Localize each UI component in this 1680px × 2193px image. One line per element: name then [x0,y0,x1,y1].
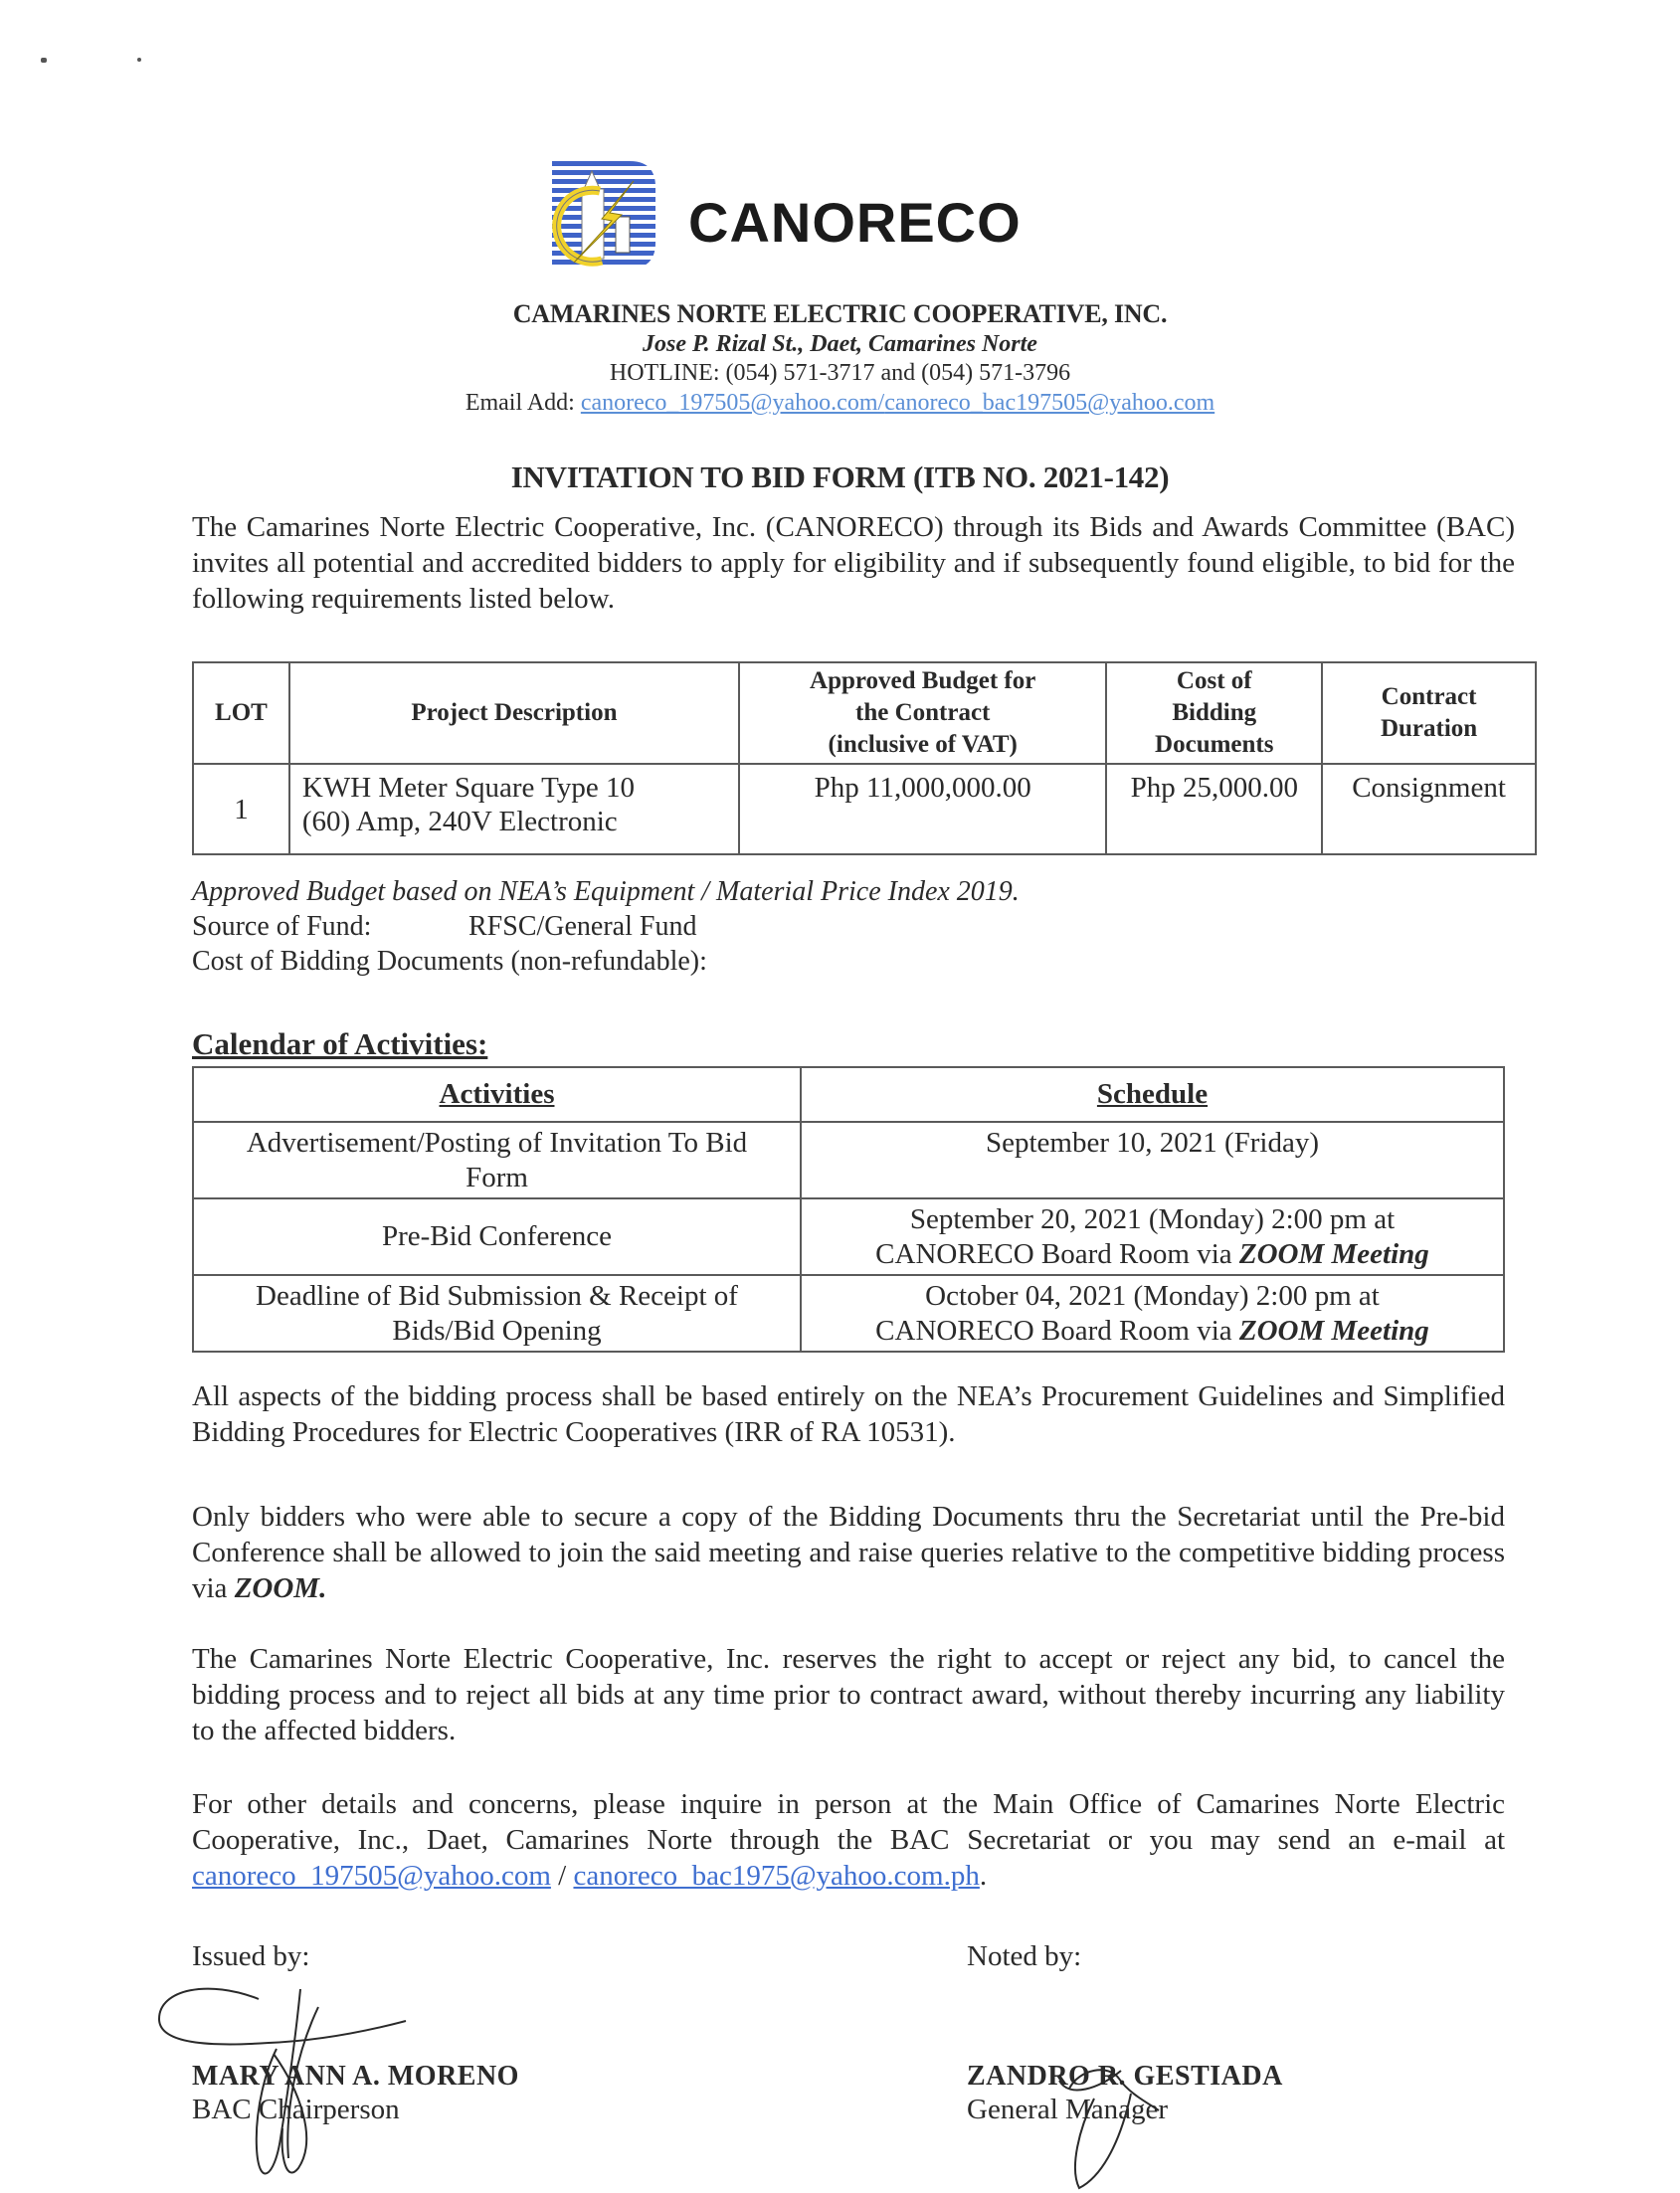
intro-paragraph: The Camarines Norte Electric Cooperative, Inc. (CANORECO) through its Bids and Awards Committee (BAC) invites all potential and accredited bidders to apply for eligibility and if subsequently found eligible, to bid for the following requirements listed below. [192,511,1515,615]
issuer-title: BAC Chairperson [192,2094,400,2125]
header-budget-line: the Contract [855,699,991,726]
header-cost-line: Documents [1155,731,1274,758]
description-line: KWH Meter Square Type 10 [301,772,635,804]
activity-line: Advertisement/Posting of Invitation To Bid [246,1127,748,1159]
header-duration-line: Contract [1381,683,1477,710]
document-title: INVITATION TO BID FORM (ITB NO. 2021-142) [510,459,1170,494]
description-line: (60) Amp, 240V Electronic [301,806,618,837]
email-label: Email Add: [465,390,581,416]
schedule-line: October 04, 2021 (Monday) 2:00 pm at [925,1280,1380,1312]
cell-schedule [801,1198,1504,1275]
source-of-fund-label: Source of Fund: [192,911,372,942]
header-duration-line: Duration [1380,715,1478,742]
schedule-line [810,1237,1495,1272]
cell-activity [193,1275,801,1352]
calendar-table [192,1066,1505,1353]
cell-activity [193,1198,801,1275]
paragraph-prebid-eligibility [192,1499,1505,1606]
header-approved-budget [739,662,1106,764]
cell-lot: 1 [193,764,289,854]
cost-of-bidding-documents-note: Cost of Bidding Documents (non-refundable): [192,946,707,977]
table-row [193,1198,1504,1275]
header-budget-line: Approved Budget for [810,667,1036,694]
lot-table [192,661,1537,855]
header-activities [193,1067,801,1122]
header-schedule [801,1067,1504,1122]
cell-cost: Php 25,000.00 [1106,764,1322,854]
activity-line: Pre-Bid Conference [381,1220,613,1252]
source-of-fund-value: RFSC/General Fund [468,911,697,942]
table-row [193,1275,1504,1352]
header-cost-line: Bidding [1172,699,1257,726]
contact-email-link-1[interactable]: canoreco_197505@yahoo.com [192,1860,551,1892]
header-contract-duration [1322,662,1536,764]
zoom-emphasis: ZOOM. [234,1572,327,1604]
activity-line: Bids/Bid Opening [392,1315,602,1347]
email-separator: / [877,390,885,416]
paragraph-text: Only bidders who were able to secure a copy of the Bidding Documents thru the Secretariat until the Pre-bid Conference shall be allowed to join the said meeting and raise queries relative to the competitive bidding process via [192,1501,1505,1604]
cell-activity [193,1122,801,1198]
paragraph-text: For other details and concerns, please inquire in person at the Main Office of Camarines Norte Electric Cooperative, Inc., Daet, Camarines Norte through the BAC Secretariat or you may send an e-mail at [192,1788,1505,1856]
zoom-meeting-label: ZOOM Meeting [1238,1238,1429,1270]
cell-duration: Consignment [1322,764,1536,854]
table-row [193,1122,1504,1198]
activity-line: Deadline of Bid Submission & Receipt of [256,1280,738,1312]
table-row [193,764,1536,854]
brand-wordmark: CANORECO [688,191,1022,254]
schedule-line: September 20, 2021 (Monday) 2:00 pm at [909,1203,1396,1235]
lot-table-header [193,662,1536,764]
canoreco-logo-icon [550,159,657,271]
schedule-line: September 10, 2021 (Friday) [985,1127,1320,1159]
paragraph-end: . [979,1860,988,1892]
organization-address: Jose P. Rizal St., Daet, Camarines Norte [643,331,1037,357]
activity-line: Form [466,1162,528,1193]
header-project-description: Project Description [289,662,739,764]
header-activities-label: Activities [439,1078,555,1110]
email-separator: / [550,1860,574,1892]
noted-by-label: Noted by: [967,1940,1082,1972]
cell-schedule [801,1122,1504,1198]
source-of-fund [192,910,697,944]
scan-speck [41,58,47,63]
calendar-header [193,1067,1504,1122]
header-schedule-label: Schedule [1096,1078,1209,1110]
header-cost-of-bidding-documents [1106,662,1322,764]
issuer-name: MARY ANN A. MORENO [192,2061,519,2092]
issued-by-label: Issued by: [192,1940,310,1972]
paragraph-procurement-guidelines: All aspects of the bidding process shall be based entirely on the NEA’s Procurement Guidelines and Simplified Bidding Procedures for Electric Cooperatives (IRR of RA 10531). [192,1380,1505,1448]
scan-speck [137,58,141,62]
cell-schedule [801,1275,1504,1352]
schedule-venue: CANORECO Board Room via [875,1238,1239,1270]
paragraph-reservation-of-rights: The Camarines Norte Electric Cooperative, Inc. reserves the right to accept or reject any bid, to cancel the bidding process and to reject all bids at any time prior to contract award, without thereby incurring any liability to the affected bidders. [192,1643,1505,1746]
email-link-2[interactable]: canoreco_bac197505@yahoo.com [884,390,1215,416]
email-link-1[interactable]: canoreco_197505@yahoo.com [580,390,878,416]
cell-description [289,764,739,854]
noter-title: General Manager [967,2094,1169,2125]
paragraph-contact [192,1786,1505,1894]
calendar-heading: Calendar of Activities: [192,1026,488,1061]
schedule-line [810,1314,1495,1349]
header-budget-line: (inclusive of VAT) [828,731,1018,758]
header-lot: LOT [193,662,289,764]
budget-basis-note: Approved Budget based on NEA’s Equipment / Material Price Index 2019. [192,876,1020,907]
noter-name: ZANDRO R. GESTIADA [967,2061,1283,2092]
schedule-venue: CANORECO Board Room via [875,1315,1239,1347]
header-cost-line: Cost of [1176,667,1252,694]
cell-budget: Php 11,000,000.00 [739,764,1106,854]
hotline: HOTLINE: (054) 571-3717 and (054) 571-3796 [609,360,1071,386]
zoom-meeting-label: ZOOM Meeting [1238,1315,1429,1347]
contact-email-link-2[interactable]: canoreco_bac1975@yahoo.com.ph [573,1860,980,1892]
email-line [0,391,1680,415]
organization-name: CAMARINES NORTE ELECTRIC COOPERATIVE, INC. [512,299,1168,328]
